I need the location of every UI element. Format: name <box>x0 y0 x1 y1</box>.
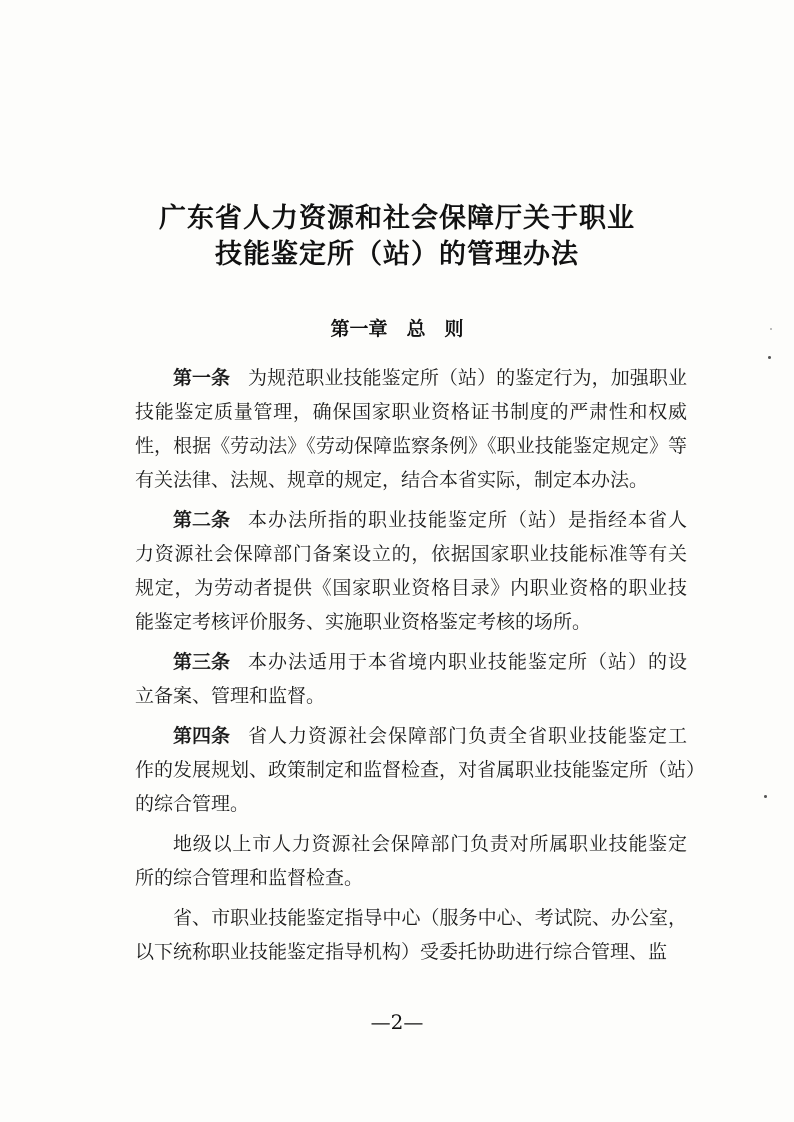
paragraph-line <box>135 465 687 495</box>
paragraph-text: 所的综合管理和监督检查。 <box>135 867 364 889</box>
paragraph-text: 为规范职业技能鉴定所（站）的鉴定行为，加强职业 <box>248 367 687 389</box>
paragraph-text: 地级以上市人力资源社会保障部门负责对所属职业技能鉴定 <box>173 833 687 855</box>
paragraph-text: 规定，为劳动者提供《国家职业资格目录》内职业资格的职业技 <box>135 577 687 599</box>
paragraph-text: 以下统称职业技能鉴定指导机构）受委托协助进行综合管理、监 <box>135 941 668 963</box>
paragraph-text: 省、市职业技能鉴定指导中心（服务中心、考试院、办公室， <box>173 907 687 929</box>
chapter-heading: 第一章 总 则 <box>330 318 464 340</box>
paragraph-text: 本办法所指的职业技能鉴定所（站）是指经本省人 <box>248 509 687 531</box>
article-label: 第二条 <box>173 509 231 531</box>
paragraph-line <box>135 539 687 569</box>
paragraph-line <box>135 863 687 893</box>
page-number: —2— <box>370 1010 424 1034</box>
article-label: 第四条 <box>173 725 231 747</box>
document-title-line-1: 广东省人力资源和社会保障厅关于职业 <box>159 203 635 234</box>
paragraph-text: 的综合管理。 <box>135 793 250 815</box>
scan-speck <box>764 795 767 798</box>
paragraph-line <box>135 363 687 393</box>
paragraph-line <box>135 721 687 751</box>
article-label: 第一条 <box>173 367 231 389</box>
paragraph-line <box>135 789 687 819</box>
paragraph-line <box>135 829 687 859</box>
paragraph-line <box>135 397 687 427</box>
paragraph-text: 性，根据《劳动法》《劳动保障监察条例》《职业技能鉴定规定》等 <box>135 435 687 457</box>
paragraph-text: 本办法适用于本省境内职业技能鉴定所（站）的设 <box>248 651 687 673</box>
scan-speck <box>770 328 772 330</box>
paragraph-text: 有关法律、法规、规章的规定，结合本省实际，制定本办法。 <box>135 469 649 491</box>
paragraph-line <box>135 755 706 785</box>
article-label: 第三条 <box>173 651 231 673</box>
paragraph-text: 技能鉴定质量管理，确保国家职业资格证书制度的严肃性和权威 <box>135 401 687 423</box>
paragraph-line <box>135 573 687 603</box>
scan-speck <box>768 356 771 359</box>
paragraph-text: 作的发展规划、政策制定和监督检查，对省属职业技能鉴定所（站） <box>135 759 706 781</box>
paragraph-text: 力资源社会保障部门备案设立的，依据国家职业技能标准等有关 <box>135 543 687 565</box>
paragraph-line <box>135 937 687 967</box>
paragraph-line <box>135 607 687 637</box>
paragraph-line <box>135 431 687 461</box>
paragraph-text: 能鉴定考核评价服务、实施职业资格鉴定考核的场所。 <box>135 611 592 633</box>
paragraph-line <box>135 505 687 535</box>
paragraph-text: 立备案、管理和监督。 <box>135 685 326 707</box>
document-title-line-2: 技能鉴定所（站）的管理办法 <box>215 239 579 270</box>
paragraph-line <box>135 903 687 933</box>
paragraph-line <box>135 681 687 711</box>
paragraph-line <box>135 647 687 677</box>
paragraph-text: 省人力资源社会保障部门负责全省职业技能鉴定工 <box>248 725 687 747</box>
